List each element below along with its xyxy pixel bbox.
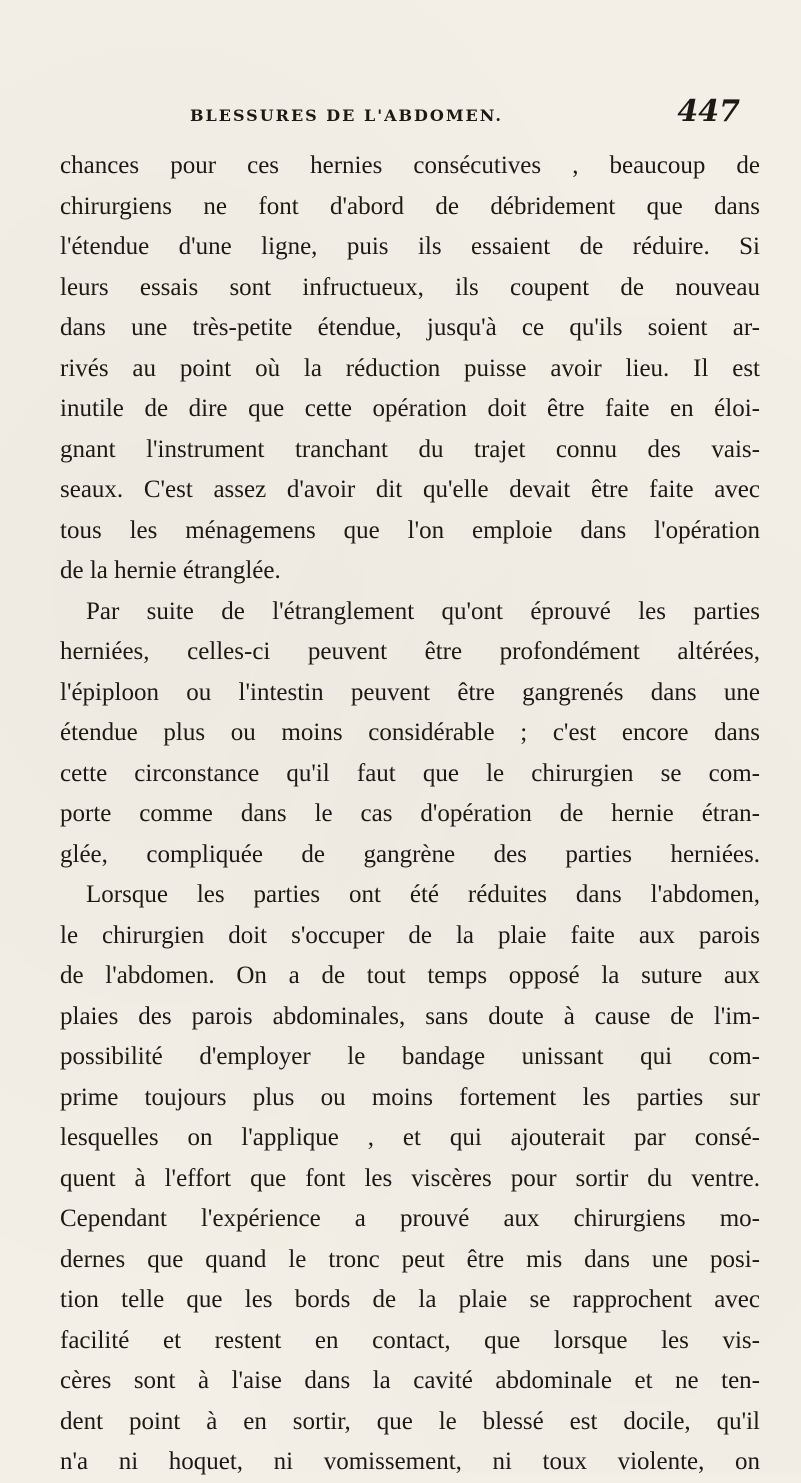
text-line: Cependant l'expérience a prouvé aux chirurgiens mo- — [60, 1205, 760, 1232]
text-line: de la hernie étranglée. — [60, 557, 281, 584]
text-line: possibilité d'employer le bandage unissant qui com- — [60, 1043, 760, 1070]
text-line: glée, compliquée de gangrène des parties herniées. — [60, 840, 760, 868]
text-line: porte comme dans le cas d'opération de hernie étran- — [60, 800, 760, 827]
text-line: lesquelles on l'applique , et qui ajouterait par consé- — [60, 1124, 760, 1151]
text-line: dernes que quand le tronc peut être mis dans une posi- — [60, 1245, 760, 1273]
text-line: n'a ni hoquet, ni vomissement, ni toux violente, on — [60, 1448, 760, 1475]
text-line: dans une très-petite étendue, jusqu'à ce qu'ils soient ar- — [60, 314, 760, 341]
text-line: l'étendue d'une ligne, puis ils essaient de réduire. Si — [60, 233, 760, 260]
text-line: chirurgiens ne font d'abord de débridement que dans — [60, 192, 760, 220]
text-line: Lorsque les parties ont été réduites dans l'abdomen, — [86, 881, 760, 908]
text-line: de l'abdomen. On a de tout temps opposé la suture aux — [60, 962, 760, 989]
text-line: rivés au point où la réduction puisse avoir lieu. Il est — [60, 354, 760, 382]
text-line: l'épiploon ou l'intestin peuvent être gangrenés dans une — [60, 678, 760, 706]
text-line: cette circonstance qu'il faut que le chirurgien se com- — [60, 759, 760, 787]
text-line: tous les ménagemens que l'on emploie dans l'opération — [60, 516, 760, 544]
text-line: quent à l'effort que font les viscères pour sortir du ventre. — [60, 1164, 760, 1192]
text-line: plaies des parois abdominales, sans doute à cause de l'im- — [60, 1002, 760, 1030]
text-line: étendue plus ou moins considérable ; c'est encore dans — [60, 719, 760, 746]
text-line: seaux. C'est assez d'avoir dit qu'elle devait être faite avec — [60, 476, 760, 503]
running-head — [60, 94, 760, 140]
text-line: dent point à en sortir, que le blessé est docile, qu'il — [60, 1407, 760, 1435]
text-line: prime toujours plus ou moins fortement les parties sur — [60, 1083, 760, 1111]
text-line: Par suite de l'étranglement qu'ont éprouvé les parties — [86, 597, 760, 625]
text-line: inutile de dire que cette opération doit être faite en éloi- — [60, 395, 760, 422]
text-line: facilité et restent en contact, que lorsque les vis- — [60, 1326, 760, 1354]
body-text — [60, 146, 760, 1483]
text-line: le chirurgien doit s'occuper de la plaie faite aux parois — [60, 921, 760, 949]
page-number: 447 — [677, 94, 740, 129]
text-line: leurs essais sont infructueux, ils coupent de nouveau — [60, 273, 760, 301]
running-title: BLESSURES DE L'ABDOMEN. — [190, 106, 503, 125]
text-line: chances pour ces hernies consécutives , beaucoup de — [60, 152, 760, 179]
text-line: tion telle que les bords de la plaie se rapprochent avec — [60, 1286, 760, 1313]
text-line: cères sont à l'aise dans la cavité abdominale et ne ten- — [60, 1367, 760, 1394]
text-line: herniées, celles-ci peuvent être profondément altérées, — [60, 638, 760, 665]
text-line: gnant l'instrument tranchant du trajet connu des vais- — [60, 435, 760, 463]
